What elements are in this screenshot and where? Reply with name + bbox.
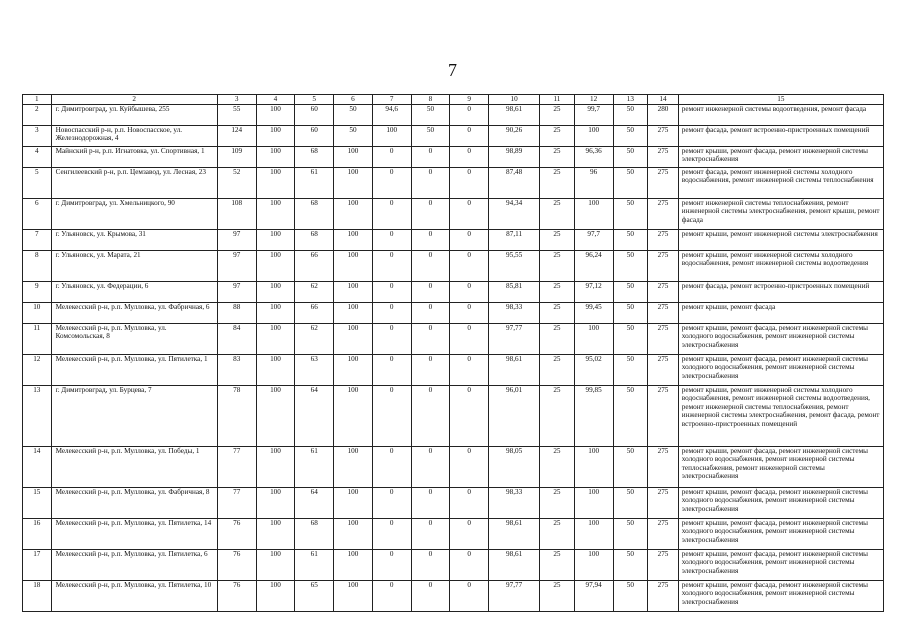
address-cell: Мелекесский р-н, р.п. Мулловка, ул. Пятилетка, 1 <box>51 354 217 385</box>
value-cell: 0 <box>372 518 411 549</box>
column-number-cell: 7 <box>372 95 411 105</box>
value-cell: 77 <box>217 487 256 518</box>
value-cell: 25 <box>540 354 575 385</box>
value-cell: 100 <box>334 302 373 323</box>
value-cell: 100 <box>334 198 373 229</box>
column-number-cell: 6 <box>334 95 373 105</box>
column-number-cell: 11 <box>540 95 575 105</box>
value-cell: 100 <box>334 354 373 385</box>
table-row <box>23 167 884 198</box>
table-row <box>23 250 884 281</box>
value-cell: 50 <box>613 549 648 580</box>
value-cell: 0 <box>372 146 411 167</box>
address-cell: Мелекесский р-н, р.п. Мулловка, ул. Пятилетка, 6 <box>51 549 217 580</box>
table-row <box>23 354 884 385</box>
value-cell: 275 <box>648 580 679 611</box>
value-cell: 25 <box>540 385 575 446</box>
value-cell: 0 <box>450 198 489 229</box>
value-cell: 98,33 <box>489 487 540 518</box>
value-cell: 100 <box>334 580 373 611</box>
value-cell: 0 <box>450 354 489 385</box>
value-cell: 0 <box>411 323 450 354</box>
value-cell: 25 <box>540 323 575 354</box>
row-number: 13 <box>23 385 52 446</box>
value-cell: 50 <box>613 198 648 229</box>
works-cell: ремонт крыши, ремонт фасада, ремонт инженерной системы электроснабжения <box>678 146 883 167</box>
row-number: 4 <box>23 146 52 167</box>
value-cell: 97,12 <box>574 281 613 302</box>
table-row <box>23 385 884 446</box>
value-cell: 25 <box>540 302 575 323</box>
value-cell: 0 <box>372 446 411 487</box>
value-cell: 0 <box>411 518 450 549</box>
value-cell: 0 <box>411 229 450 250</box>
value-cell: 64 <box>295 487 334 518</box>
value-cell: 0 <box>450 229 489 250</box>
value-cell: 275 <box>648 250 679 281</box>
works-cell: ремонт инженерной системы теплоснабжения, ремонт инженерной системы электроснабжения, ремонт крыши, ремонт фасада <box>678 198 883 229</box>
value-cell: 50 <box>613 518 648 549</box>
value-cell: 97,77 <box>489 580 540 611</box>
row-number: 6 <box>23 198 52 229</box>
address-cell: г. Ульяновск, ул. Федерации, 6 <box>51 281 217 302</box>
value-cell: 83 <box>217 354 256 385</box>
address-cell: Сенгилеевский р-н, р.п. Цемзавод, ул. Лесная, 23 <box>51 167 217 198</box>
value-cell: 0 <box>450 125 489 146</box>
value-cell: 50 <box>411 125 450 146</box>
value-cell: 50 <box>613 302 648 323</box>
value-cell: 90,26 <box>489 125 540 146</box>
row-number: 15 <box>23 487 52 518</box>
value-cell: 100 <box>256 487 295 518</box>
works-cell: ремонт фасада, ремонт встроенно-пристроенных помещений <box>678 281 883 302</box>
value-cell: 96,24 <box>574 250 613 281</box>
works-cell: ремонт крыши, ремонт фасада, ремонт инженерной системы холодного водоснабжения, ремонт инженерной системы теплоснабжения, ремонт инженерной системы электроснабжения <box>678 446 883 487</box>
value-cell: 100 <box>256 302 295 323</box>
value-cell: 100 <box>334 250 373 281</box>
address-cell: г. Димитровград, ул. Бурцева, 7 <box>51 385 217 446</box>
value-cell: 63 <box>295 354 334 385</box>
value-cell: 85,81 <box>489 281 540 302</box>
value-cell: 100 <box>574 518 613 549</box>
value-cell: 275 <box>648 354 679 385</box>
value-cell: 25 <box>540 580 575 611</box>
column-number-cell: 4 <box>256 95 295 105</box>
value-cell: 50 <box>613 580 648 611</box>
value-cell: 50 <box>613 229 648 250</box>
value-cell: 100 <box>256 125 295 146</box>
value-cell: 50 <box>613 167 648 198</box>
value-cell: 100 <box>256 323 295 354</box>
value-cell: 100 <box>334 385 373 446</box>
value-cell: 100 <box>256 549 295 580</box>
works-cell: ремонт крыши, ремонт инженерной системы холодного водоснабжения, ремонт инженерной системы водоотведения, ремонт инженерной системы теплоснабжения, ремонт инженерной системы электроснабжения, ремонт фасада, ремонт встроенно-пристроенных помещений <box>678 385 883 446</box>
value-cell: 0 <box>450 446 489 487</box>
value-cell: 68 <box>295 146 334 167</box>
column-number-cell: 9 <box>450 95 489 105</box>
value-cell: 98,61 <box>489 549 540 580</box>
value-cell: 0 <box>411 487 450 518</box>
address-cell: Майнский р-н, р.п. Игнатовка, ул. Спортивная, 1 <box>51 146 217 167</box>
row-number: 18 <box>23 580 52 611</box>
value-cell: 275 <box>648 385 679 446</box>
value-cell: 0 <box>411 146 450 167</box>
value-cell: 0 <box>372 549 411 580</box>
value-cell: 275 <box>648 281 679 302</box>
value-cell: 68 <box>295 229 334 250</box>
value-cell: 52 <box>217 167 256 198</box>
value-cell: 97 <box>217 229 256 250</box>
value-cell: 100 <box>574 446 613 487</box>
value-cell: 0 <box>372 302 411 323</box>
value-cell: 97 <box>217 250 256 281</box>
value-cell: 0 <box>411 549 450 580</box>
table-row <box>23 104 884 125</box>
value-cell: 0 <box>450 250 489 281</box>
value-cell: 50 <box>613 487 648 518</box>
row-number: 11 <box>23 323 52 354</box>
value-cell: 98,33 <box>489 302 540 323</box>
value-cell: 0 <box>450 146 489 167</box>
value-cell: 0 <box>372 323 411 354</box>
value-cell: 0 <box>450 549 489 580</box>
address-cell: Мелекесский р-н, р.п. Мулловка, ул. Пятилетка, 14 <box>51 518 217 549</box>
column-number-cell: 15 <box>678 95 883 105</box>
value-cell: 97,94 <box>574 580 613 611</box>
value-cell: 109 <box>217 146 256 167</box>
value-cell: 100 <box>256 146 295 167</box>
value-cell: 95,02 <box>574 354 613 385</box>
value-cell: 100 <box>574 125 613 146</box>
value-cell: 0 <box>372 167 411 198</box>
value-cell: 100 <box>574 323 613 354</box>
address-cell: г. Димитровград, ул. Хмельницкого, 90 <box>51 198 217 229</box>
value-cell: 0 <box>411 446 450 487</box>
value-cell: 96 <box>574 167 613 198</box>
works-cell: ремонт крыши, ремонт фасада <box>678 302 883 323</box>
column-number-cell: 12 <box>574 95 613 105</box>
value-cell: 0 <box>372 281 411 302</box>
value-cell: 100 <box>256 518 295 549</box>
address-cell: Новоспасский р-н, р.п. Новоспасское, ул. Железнодорожная, 4 <box>51 125 217 146</box>
value-cell: 25 <box>540 549 575 580</box>
value-cell: 99,85 <box>574 385 613 446</box>
value-cell: 50 <box>613 250 648 281</box>
value-cell: 50 <box>613 385 648 446</box>
value-cell: 50 <box>613 323 648 354</box>
value-cell: 0 <box>372 354 411 385</box>
table-row <box>23 125 884 146</box>
value-cell: 0 <box>411 302 450 323</box>
value-cell: 0 <box>372 385 411 446</box>
table-row <box>23 446 884 487</box>
address-cell: г. Ульяновск, ул. Крымова, 31 <box>51 229 217 250</box>
value-cell: 25 <box>540 518 575 549</box>
value-cell: 98,61 <box>489 354 540 385</box>
value-cell: 275 <box>648 229 679 250</box>
address-cell: г. Димитровград, ул. Куйбышева, 255 <box>51 104 217 125</box>
row-number: 7 <box>23 229 52 250</box>
value-cell: 94,6 <box>372 104 411 125</box>
value-cell: 100 <box>334 229 373 250</box>
value-cell: 94,34 <box>489 198 540 229</box>
table-row <box>23 229 884 250</box>
value-cell: 62 <box>295 281 334 302</box>
works-cell: ремонт инженерной системы водоотведения, ремонт фасада <box>678 104 883 125</box>
column-number-cell: 10 <box>489 95 540 105</box>
value-cell: 98,05 <box>489 446 540 487</box>
works-cell: ремонт фасада, ремонт встроенно-пристроенных помещений <box>678 125 883 146</box>
works-cell: ремонт крыши, ремонт инженерной системы холодного водоснабжения, ремонт инженерной системы водоотведения <box>678 250 883 281</box>
value-cell: 100 <box>256 580 295 611</box>
works-cell: ремонт крыши, ремонт фасада, ремонт инженерной системы холодного водоснабжения, ремонт инженерной системы электроснабжения <box>678 487 883 518</box>
value-cell: 95,55 <box>489 250 540 281</box>
value-cell: 100 <box>334 167 373 198</box>
value-cell: 275 <box>648 302 679 323</box>
value-cell: 78 <box>217 385 256 446</box>
value-cell: 25 <box>540 487 575 518</box>
value-cell: 100 <box>574 487 613 518</box>
value-cell: 100 <box>334 146 373 167</box>
value-cell: 100 <box>372 125 411 146</box>
value-cell: 0 <box>450 302 489 323</box>
value-cell: 98,61 <box>489 518 540 549</box>
value-cell: 100 <box>334 518 373 549</box>
value-cell: 76 <box>217 580 256 611</box>
value-cell: 25 <box>540 229 575 250</box>
value-cell: 96,36 <box>574 146 613 167</box>
value-cell: 280 <box>648 104 679 125</box>
value-cell: 99,7 <box>574 104 613 125</box>
value-cell: 100 <box>334 323 373 354</box>
table-row <box>23 323 884 354</box>
value-cell: 0 <box>372 229 411 250</box>
value-cell: 100 <box>256 229 295 250</box>
value-cell: 66 <box>295 302 334 323</box>
value-cell: 50 <box>334 125 373 146</box>
value-cell: 100 <box>256 354 295 385</box>
address-cell: Мелекесский р-н, р.п. Мулловка, ул. Фабричная, 8 <box>51 487 217 518</box>
value-cell: 98,89 <box>489 146 540 167</box>
value-cell: 0 <box>372 250 411 281</box>
row-number: 2 <box>23 104 52 125</box>
value-cell: 0 <box>450 487 489 518</box>
table-row <box>23 580 884 611</box>
table-row <box>23 487 884 518</box>
value-cell: 0 <box>411 281 450 302</box>
value-cell: 50 <box>613 125 648 146</box>
value-cell: 96,01 <box>489 385 540 446</box>
value-cell: 100 <box>256 385 295 446</box>
value-cell: 25 <box>540 446 575 487</box>
works-cell: ремонт фасада, ремонт инженерной системы холодного водоснабжения, ремонт инженерной системы теплоснабжения <box>678 167 883 198</box>
value-cell: 275 <box>648 518 679 549</box>
address-cell: Мелекесский р-н, р.п. Мулловка, ул. Комсомольская, 8 <box>51 323 217 354</box>
value-cell: 50 <box>613 446 648 487</box>
value-cell: 68 <box>295 198 334 229</box>
value-cell: 61 <box>295 549 334 580</box>
value-cell: 0 <box>450 385 489 446</box>
works-cell: ремонт крыши, ремонт фасада, ремонт инженерной системы холодного водоснабжения, ремонт инженерной системы электроснабжения <box>678 354 883 385</box>
value-cell: 100 <box>256 104 295 125</box>
value-cell: 50 <box>613 104 648 125</box>
address-cell: г. Ульяновск, ул. Марата, 21 <box>51 250 217 281</box>
value-cell: 97,77 <box>489 323 540 354</box>
value-cell: 275 <box>648 125 679 146</box>
value-cell: 25 <box>540 125 575 146</box>
value-cell: 275 <box>648 323 679 354</box>
row-number: 8 <box>23 250 52 281</box>
value-cell: 25 <box>540 104 575 125</box>
value-cell: 275 <box>648 198 679 229</box>
value-cell: 275 <box>648 146 679 167</box>
table-row <box>23 518 884 549</box>
value-cell: 275 <box>648 167 679 198</box>
value-cell: 100 <box>574 549 613 580</box>
column-number-cell: 13 <box>613 95 648 105</box>
value-cell: 66 <box>295 250 334 281</box>
value-cell: 275 <box>648 487 679 518</box>
value-cell: 100 <box>334 487 373 518</box>
column-number-cell: 2 <box>51 95 217 105</box>
value-cell: 61 <box>295 167 334 198</box>
value-cell: 87,11 <box>489 229 540 250</box>
address-cell: Мелекесский р-н, р.п. Мулловка, ул. Победы, 1 <box>51 446 217 487</box>
value-cell: 55 <box>217 104 256 125</box>
value-cell: 98,61 <box>489 104 540 125</box>
value-cell: 0 <box>450 167 489 198</box>
value-cell: 0 <box>411 167 450 198</box>
column-number-cell: 8 <box>411 95 450 105</box>
works-cell: ремонт крыши, ремонт фасада, ремонт инженерной системы холодного водоснабжения, ремонт инженерной системы электроснабжения <box>678 518 883 549</box>
table-row <box>23 302 884 323</box>
row-number: 14 <box>23 446 52 487</box>
works-cell: ремонт крыши, ремонт инженерной системы электроснабжения <box>678 229 883 250</box>
column-number-cell: 1 <box>23 95 52 105</box>
value-cell: 68 <box>295 518 334 549</box>
value-cell: 0 <box>411 250 450 281</box>
value-cell: 0 <box>450 518 489 549</box>
works-cell: ремонт крыши, ремонт фасада, ремонт инженерной системы холодного водоснабжения, ремонт инженерной системы электроснабжения <box>678 323 883 354</box>
works-cell: ремонт крыши, ремонт фасада, ремонт инженерной системы холодного водоснабжения, ремонт инженерной системы электроснабжения <box>678 549 883 580</box>
value-cell: 50 <box>613 281 648 302</box>
row-number: 5 <box>23 167 52 198</box>
value-cell: 64 <box>295 385 334 446</box>
row-number: 17 <box>23 549 52 580</box>
value-cell: 0 <box>450 323 489 354</box>
value-cell: 25 <box>540 198 575 229</box>
value-cell: 77 <box>217 446 256 487</box>
column-number-cell: 3 <box>217 95 256 105</box>
value-cell: 0 <box>450 281 489 302</box>
value-cell: 25 <box>540 167 575 198</box>
row-number: 10 <box>23 302 52 323</box>
value-cell: 0 <box>372 198 411 229</box>
value-cell: 0 <box>372 487 411 518</box>
value-cell: 50 <box>334 104 373 125</box>
value-cell: 50 <box>613 146 648 167</box>
value-cell: 100 <box>256 198 295 229</box>
value-cell: 100 <box>256 446 295 487</box>
row-number: 3 <box>23 125 52 146</box>
table-row <box>23 281 884 302</box>
value-cell: 0 <box>411 580 450 611</box>
table-row <box>23 198 884 229</box>
value-cell: 0 <box>411 198 450 229</box>
value-cell: 97 <box>217 281 256 302</box>
value-cell: 50 <box>613 354 648 385</box>
value-cell: 0 <box>372 580 411 611</box>
value-cell: 50 <box>411 104 450 125</box>
row-number: 16 <box>23 518 52 549</box>
value-cell: 0 <box>411 385 450 446</box>
value-cell: 25 <box>540 146 575 167</box>
value-cell: 65 <box>295 580 334 611</box>
value-cell: 100 <box>574 198 613 229</box>
value-cell: 100 <box>334 549 373 580</box>
value-cell: 60 <box>295 104 334 125</box>
row-number: 12 <box>23 354 52 385</box>
column-number-row <box>23 95 884 105</box>
value-cell: 87,48 <box>489 167 540 198</box>
value-cell: 100 <box>256 167 295 198</box>
works-cell: ремонт крыши, ремонт фасада, ремонт инженерной системы холодного водоснабжения, ремонт инженерной системы электроснабжения <box>678 580 883 611</box>
value-cell: 88 <box>217 302 256 323</box>
value-cell: 124 <box>217 125 256 146</box>
value-cell: 84 <box>217 323 256 354</box>
value-cell: 100 <box>334 446 373 487</box>
value-cell: 99,45 <box>574 302 613 323</box>
value-cell: 60 <box>295 125 334 146</box>
value-cell: 100 <box>334 281 373 302</box>
value-cell: 108 <box>217 198 256 229</box>
value-cell: 61 <box>295 446 334 487</box>
value-cell: 62 <box>295 323 334 354</box>
value-cell: 275 <box>648 549 679 580</box>
value-cell: 0 <box>411 354 450 385</box>
address-cell: Мелекесский р-н, р.п. Мулловка, ул. Фабричная, 6 <box>51 302 217 323</box>
value-cell: 275 <box>648 446 679 487</box>
value-cell: 0 <box>450 580 489 611</box>
data-table <box>22 94 884 612</box>
column-number-cell: 5 <box>295 95 334 105</box>
column-number-cell: 14 <box>648 95 679 105</box>
value-cell: 100 <box>256 281 295 302</box>
value-cell: 97,7 <box>574 229 613 250</box>
table-row <box>23 549 884 580</box>
value-cell: 25 <box>540 281 575 302</box>
value-cell: 76 <box>217 518 256 549</box>
row-number: 9 <box>23 281 52 302</box>
value-cell: 0 <box>450 104 489 125</box>
page-number: 7 <box>448 60 457 80</box>
value-cell: 76 <box>217 549 256 580</box>
value-cell: 25 <box>540 250 575 281</box>
table-row <box>23 146 884 167</box>
address-cell: Мелекесский р-н, р.п. Мулловка, ул. Пятилетка, 10 <box>51 580 217 611</box>
value-cell: 100 <box>256 250 295 281</box>
